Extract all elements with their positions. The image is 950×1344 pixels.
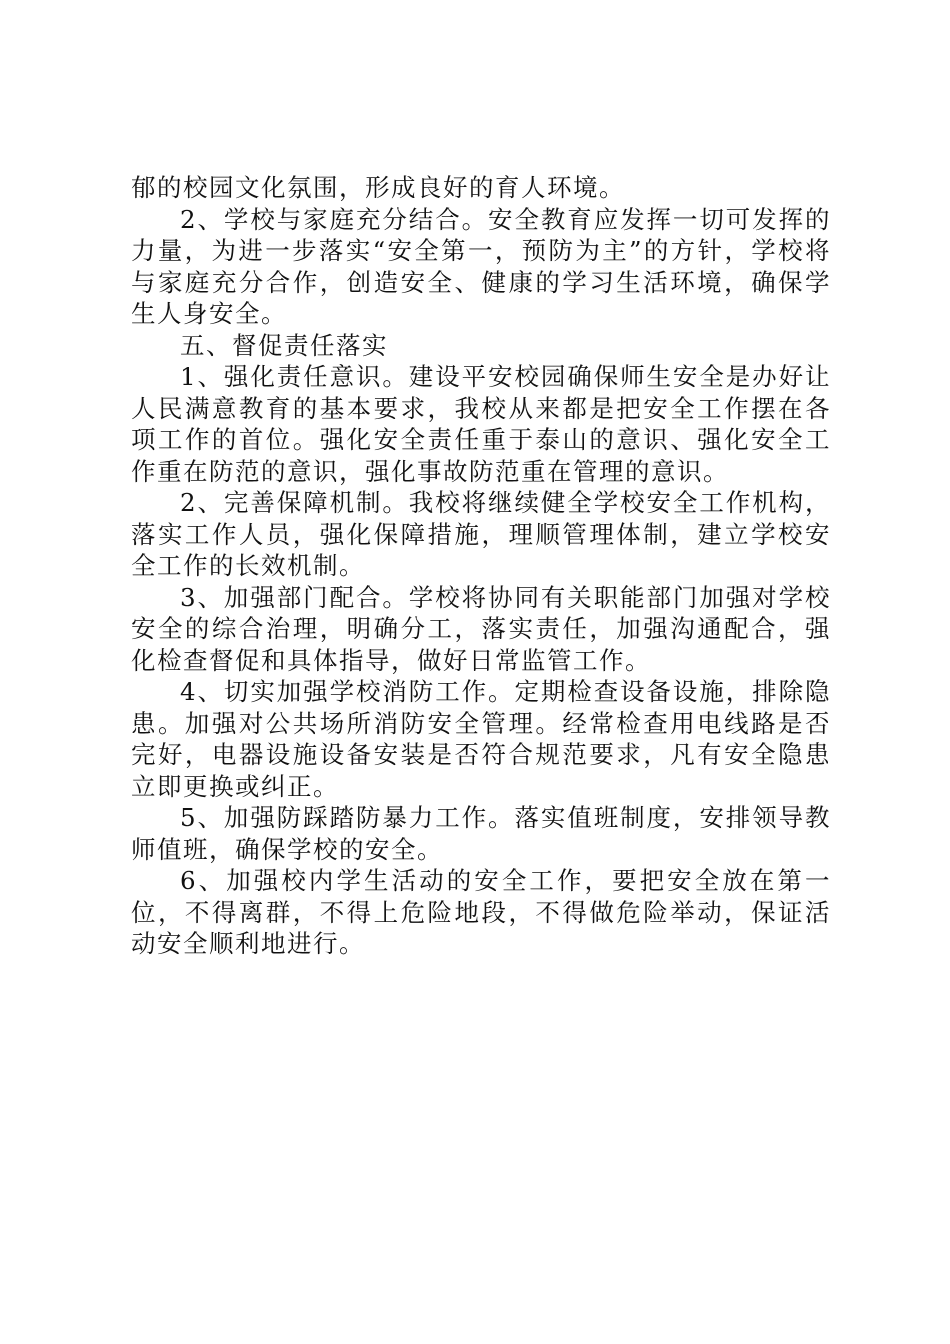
paragraph-item-guarantee-mechanism: 2、完善保障机制。我校将继续健全学校安全工作机构，落实工作人员，强化保障措施，理顺管理体制，建立学校安全工作的长效机制。 [131, 488, 831, 580]
paragraph-item-fire-safety: 4、切实加强学校消防工作。定期检查设备设施，排除隐患。加强对公共场所消防安全管理。经常检查用电线路是否完好，电器设施设备安装是否符合规范要求，凡有安全隐患立即更换或纠正。 [131, 677, 831, 801]
paragraph-item-student-activities: 6、加强校内学生活动的安全工作，要把安全放在第一位，不得离群，不得上危险地段，不得做危险举动，保证活动安全顺利地进行。 [131, 866, 831, 958]
paragraph-item-school-family: 2、学校与家庭充分结合。安全教育应发挥一切可发挥的力量，为进一步落实“安全第一，预防为主”的方针，学校将与家庭充分合作，创造安全、健康的学习生活环境，确保学生人身安全。 [131, 204, 831, 328]
paragraph-item-responsibility-awareness: 1、强化责任意识。建设平安校园确保师生安全是办好让人民满意教育的基本要求，我校从来都是把安全工作摆在各项工作的首位。强化安全责任重于泰山的意识、强化安全工作重在防范的意识，强化事故防范重在管理的意识。 [131, 362, 831, 486]
document-body [131, 172, 831, 960]
section-heading-supervise-responsibility: 五、督促责任落实 [180, 330, 388, 360]
paragraph-item-anti-stampede: 5、加强防踩踏防暴力工作。落实值班制度，安排领导教师值班，确保学校的安全。 [131, 803, 831, 864]
paragraph-continuation: 郁的校园文化氛围，形成良好的育人环境。 [131, 173, 625, 202]
paragraph-item-department-cooperation: 3、加强部门配合。学校将协同有关职能部门加强对学校安全的综合治理，明确分工，落实责任，加强沟通配合，强化检查督促和具体指导，做好日常监管工作。 [131, 582, 831, 675]
